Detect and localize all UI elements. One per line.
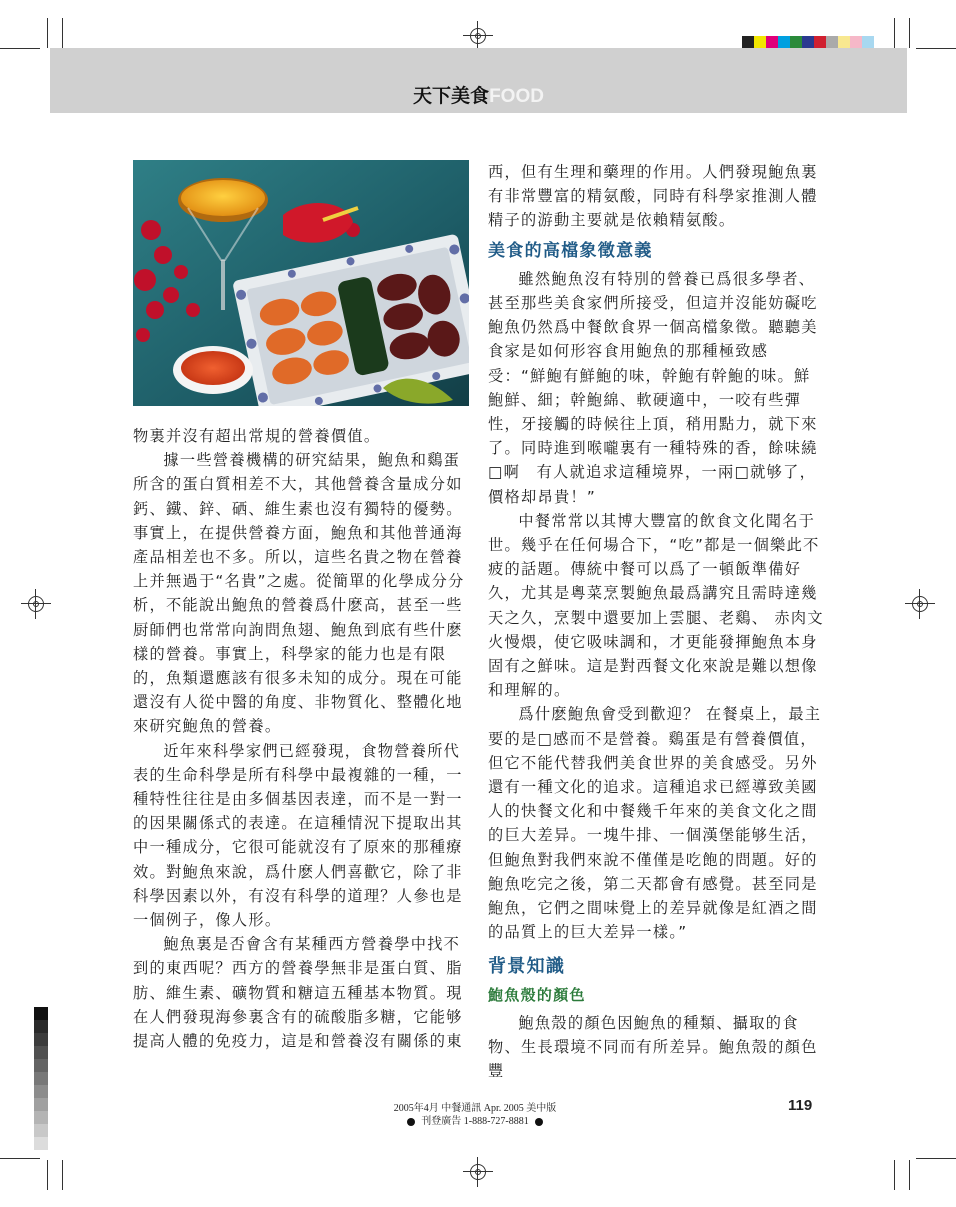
registration-mark-icon [467, 1161, 489, 1183]
paragraph: 西，但有生理和藥理的作用。人們發現鮑魚裏有非常豐富的精氨酸，同時有科學家推測人體精子的游動主要就是依賴精氨酸。 [488, 163, 818, 230]
section-title [50, 81, 907, 108]
color-swatch [862, 36, 874, 48]
crop-mark [0, 48, 40, 49]
bullet-icon [407, 1118, 415, 1126]
color-swatch [838, 36, 850, 48]
color-swatch [814, 36, 826, 48]
section-header-bar [50, 48, 907, 113]
subsection-heading: 鮑魚殼的顏色 [488, 985, 586, 1004]
crop-mark [62, 1160, 63, 1190]
crop-mark [916, 48, 956, 49]
crop-mark [62, 18, 63, 48]
section-title-chinese: 天下美食 [413, 85, 490, 107]
crop-mark [47, 1160, 48, 1190]
color-swatch [766, 36, 778, 48]
paragraph: 鮑魚裏是否會含有某種西方營養學中找不到的東西呢？西方的營養學無非是蛋白質、脂肪、維生素、礦物質和糖這五種基本物質。現在人們發現海參裏含有的硫酸脂多糖，它能够提高人體的免疫力，這是和營養沒有關係的東 [133, 935, 463, 1051]
footer-publication-info [360, 1102, 590, 1128]
abalone-dish-photo [133, 160, 469, 406]
color-swatch [754, 36, 766, 48]
paragraph: 據一些營養機構的研究結果，鮑魚和鷄蛋所含的蛋白質相差不大，其他營養含量成分如鈣、鐵、鋅、硒、維生素也沒有獨特的優勢。事實上，在提供營養方面，鮑魚和其他普通海產品相差也不多。所以，這些名貴之物在營養上并無過于“名貴”之處。從簡單的化學成分分析，不能說出鮑魚的營養爲什麽高，甚至一些厨師們也常常向詢問魚翅、鮑魚到底有些什麽樣的營養。事實上，科學家的能力也是有限的，魚類還應該有很多未知的成分。現在可能還沒有人從中醫的角度、非物質化、整體化地來研究鮑魚的營養。 [133, 451, 465, 736]
section-title-english: FOOD [489, 86, 544, 107]
paragraph: 中餐常常以其博大豐富的飲食文化聞名于世。幾乎在任何場合下，“吃”都是一個樂此不疲的話題。傳統中餐可以爲了一頓飯準備好久，尤其是粵菜烹製鮑魚最爲講究且需時達幾天之久，烹製中還要加上雲腿、老鷄、 赤肉文火慢煨，使它吸味調和，才更能發揮鮑魚本身固有之鮮味。這是對西餐文化來說是難以想像和理解的。 [488, 511, 824, 700]
color-swatch [802, 36, 814, 48]
section-heading: 背景知識 [488, 955, 566, 977]
crop-mark [909, 18, 910, 48]
registration-mark-icon [909, 593, 931, 615]
page-number: 119 [788, 1097, 813, 1114]
footer-ad-text: 刊登廣告 1-888-727-8881 [421, 1116, 529, 1127]
section-heading: 美食的高檔象徵意義 [488, 240, 653, 261]
footer-issue-line: 2005年4月 中餐通訊 Apr. 2005 美中版 [393, 1103, 557, 1114]
color-calibration-bar [742, 36, 874, 48]
grayscale-calibration-bar [34, 1007, 48, 1150]
color-swatch [826, 36, 838, 48]
paragraph: 近年來科學家們已經發現，食物營養所代表的生命科學是所有科學中最複雜的一種，一種特性往往是由多個基因表達，而不是一對一的因果關係式的表達。在這種情況下提取出其中一種成分，它很可能就沒有了原來的那種療效。對鮑魚來說，爲什麽人們喜歡它，除了非科學因素以外，有沒有科學的道理？人參也是一個例子，像人形。 [133, 741, 463, 930]
registration-mark-icon [467, 25, 489, 47]
crop-mark [909, 1160, 910, 1190]
paragraph: 物裏并沒有超出常規的營養價值。 [133, 427, 381, 445]
footer-ad-line [360, 1115, 590, 1128]
article-right-column [488, 160, 824, 1084]
crop-mark [47, 18, 48, 48]
color-swatch [850, 36, 862, 48]
registration-mark-icon [25, 593, 47, 615]
crop-mark [894, 1160, 895, 1190]
crop-mark [894, 18, 895, 48]
paragraph: 爲什麽鮑魚會受到歡迎？ 在餐桌上，最主要的是□感而不是營養。鷄蛋是有營養價值，但它不能代替我們美食世界的美食感受。另外還有一種文化的追求。這種追求已經導致美國人的快餐文化和中餐幾千年來的美食文化之間的巨大差异。一塊牛排、一個漢堡能够生活，但鮑魚對我們來說不僅僅是吃飽的問題。好的鮑魚吃完之後，第二天都會有感覺。甚至同是鮑魚，它們之間味覺上的差异就像是紅酒之間的品質上的巨大差异一樣。” [488, 705, 822, 942]
bullet-icon [535, 1118, 543, 1126]
crop-mark [916, 1158, 956, 1159]
paragraph: 鮑魚殼的顏色因鮑魚的種類、攝取的食物、生長環境不同而有所差异。鮑魚殼的顏色豐 [488, 1013, 818, 1081]
color-swatch [790, 36, 802, 48]
color-swatch [778, 36, 790, 48]
article-left-column [133, 424, 469, 1053]
color-swatch [742, 36, 754, 48]
paragraph: 雖然鮑魚沒有特別的營養已爲很多學者、甚至那些美食家們所接受，但這并沒能妨礙吃鮑魚仍然爲中餐飲食界一個高檔象徵。聽聽美食家是如何形容食用鮑魚的那種極致感受：“鮮鮑有鮮鮑的味，幹鮑有幹鮑的味。鮮鮑鮮、細；幹鮑綿、軟硬適中，一咬有些彈性，牙接觸的時候往上頂，稍用點力，就下來了。同時進到喉嚨裏有一種特殊的香，餘味繞□啊 有人就追求這種境界，一兩□就够了，價格却昂貴！” [488, 269, 818, 506]
crop-mark [0, 1158, 40, 1159]
